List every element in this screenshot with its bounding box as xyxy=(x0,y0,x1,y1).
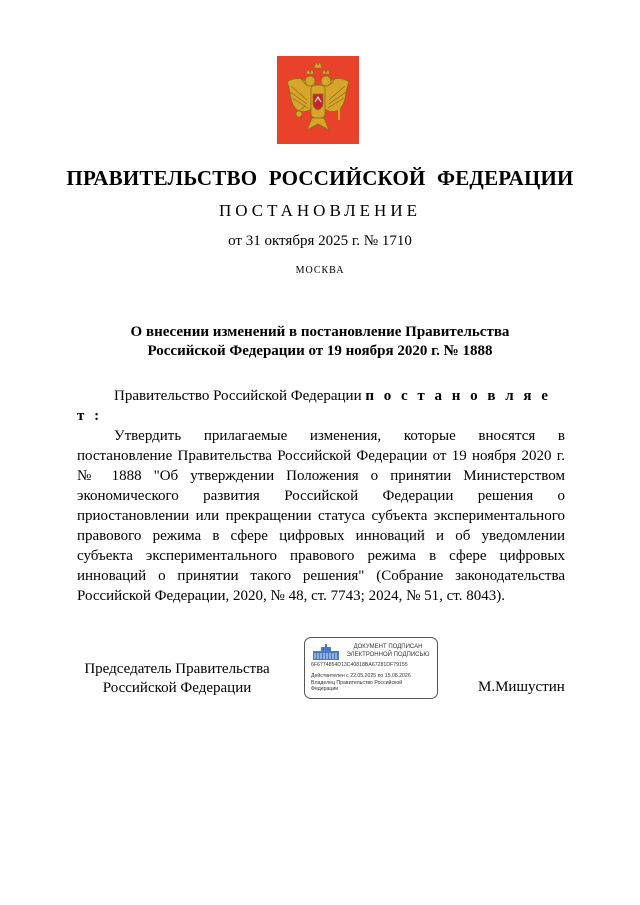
subject-line-1: О внесении изменений в постановление Правительства xyxy=(130,324,510,340)
document-body xyxy=(77,386,565,606)
intro-text: Правительство Российской Федерации xyxy=(114,388,362,404)
subject-line-2: Российской Федерации от 19 ноября 2020 г. № 1888 xyxy=(147,343,493,359)
electronic-signature-stamp xyxy=(304,637,438,699)
resolves-word: п о с т а н о в л я е т : xyxy=(77,388,551,424)
signatory-name: М.Мишустин xyxy=(478,679,565,695)
stamp-validity: Действителен с 22.05.2025 по 15.08.2026 xyxy=(311,673,411,679)
stamp-owner-line-2: Федерации xyxy=(311,686,339,692)
intro-paragraph xyxy=(77,386,565,426)
stamp-serial: 6F6774854D13C40818BA67281DF79155 xyxy=(311,662,408,668)
document-city: МОСКВА xyxy=(295,265,345,276)
stamp-title xyxy=(343,643,433,659)
stamp-title-line-1: ДОКУМЕНТ ПОДПИСАН xyxy=(353,644,423,650)
document-date-number: от 31 октября 2025 г. № 1710 xyxy=(228,233,412,249)
signatory-position xyxy=(77,660,277,698)
stamp-title-line-2: ЭЛЕКТРОННОЙ ПОДПИСЬЮ xyxy=(346,652,430,658)
document-subject xyxy=(100,323,540,361)
coat-of-arms-emblem xyxy=(277,56,359,144)
position-line-1: Председатель Правительства xyxy=(84,661,270,677)
double-headed-eagle-icon xyxy=(277,56,359,144)
stamp-owner-line-1: Владелец Правительство Российской xyxy=(311,680,403,686)
government-title: ПРАВИТЕЛЬСТВО РОССИЙСКОЙ ФЕДЕРАЦИИ xyxy=(66,166,574,190)
document-type: ПОСТАНОВЛЕНИЕ xyxy=(218,201,421,220)
main-paragraph: Утвердить прилагаемые изменения, которые вносятся в постановление Правительства Российской Федерации от 19 ноября 2020 г. № 1888 "Об утверждении Положения о принятии Министерством экономического развития Российской Федерации решения о приостановлении или прекращении статуса субъекта экспериментального правового режима в сфере цифровых инноваций и об уведомлении субъекта экспериментального правового режима в сфере цифровых инноваций о принятии такого решения" (Собрание законодательства Российской Федерации, 2020, № 48, ст. 7743; 2024, № 51, ст. 8043). xyxy=(77,428,565,604)
government-building-icon xyxy=(311,644,341,662)
position-line-2: Российской Федерации xyxy=(102,680,252,696)
